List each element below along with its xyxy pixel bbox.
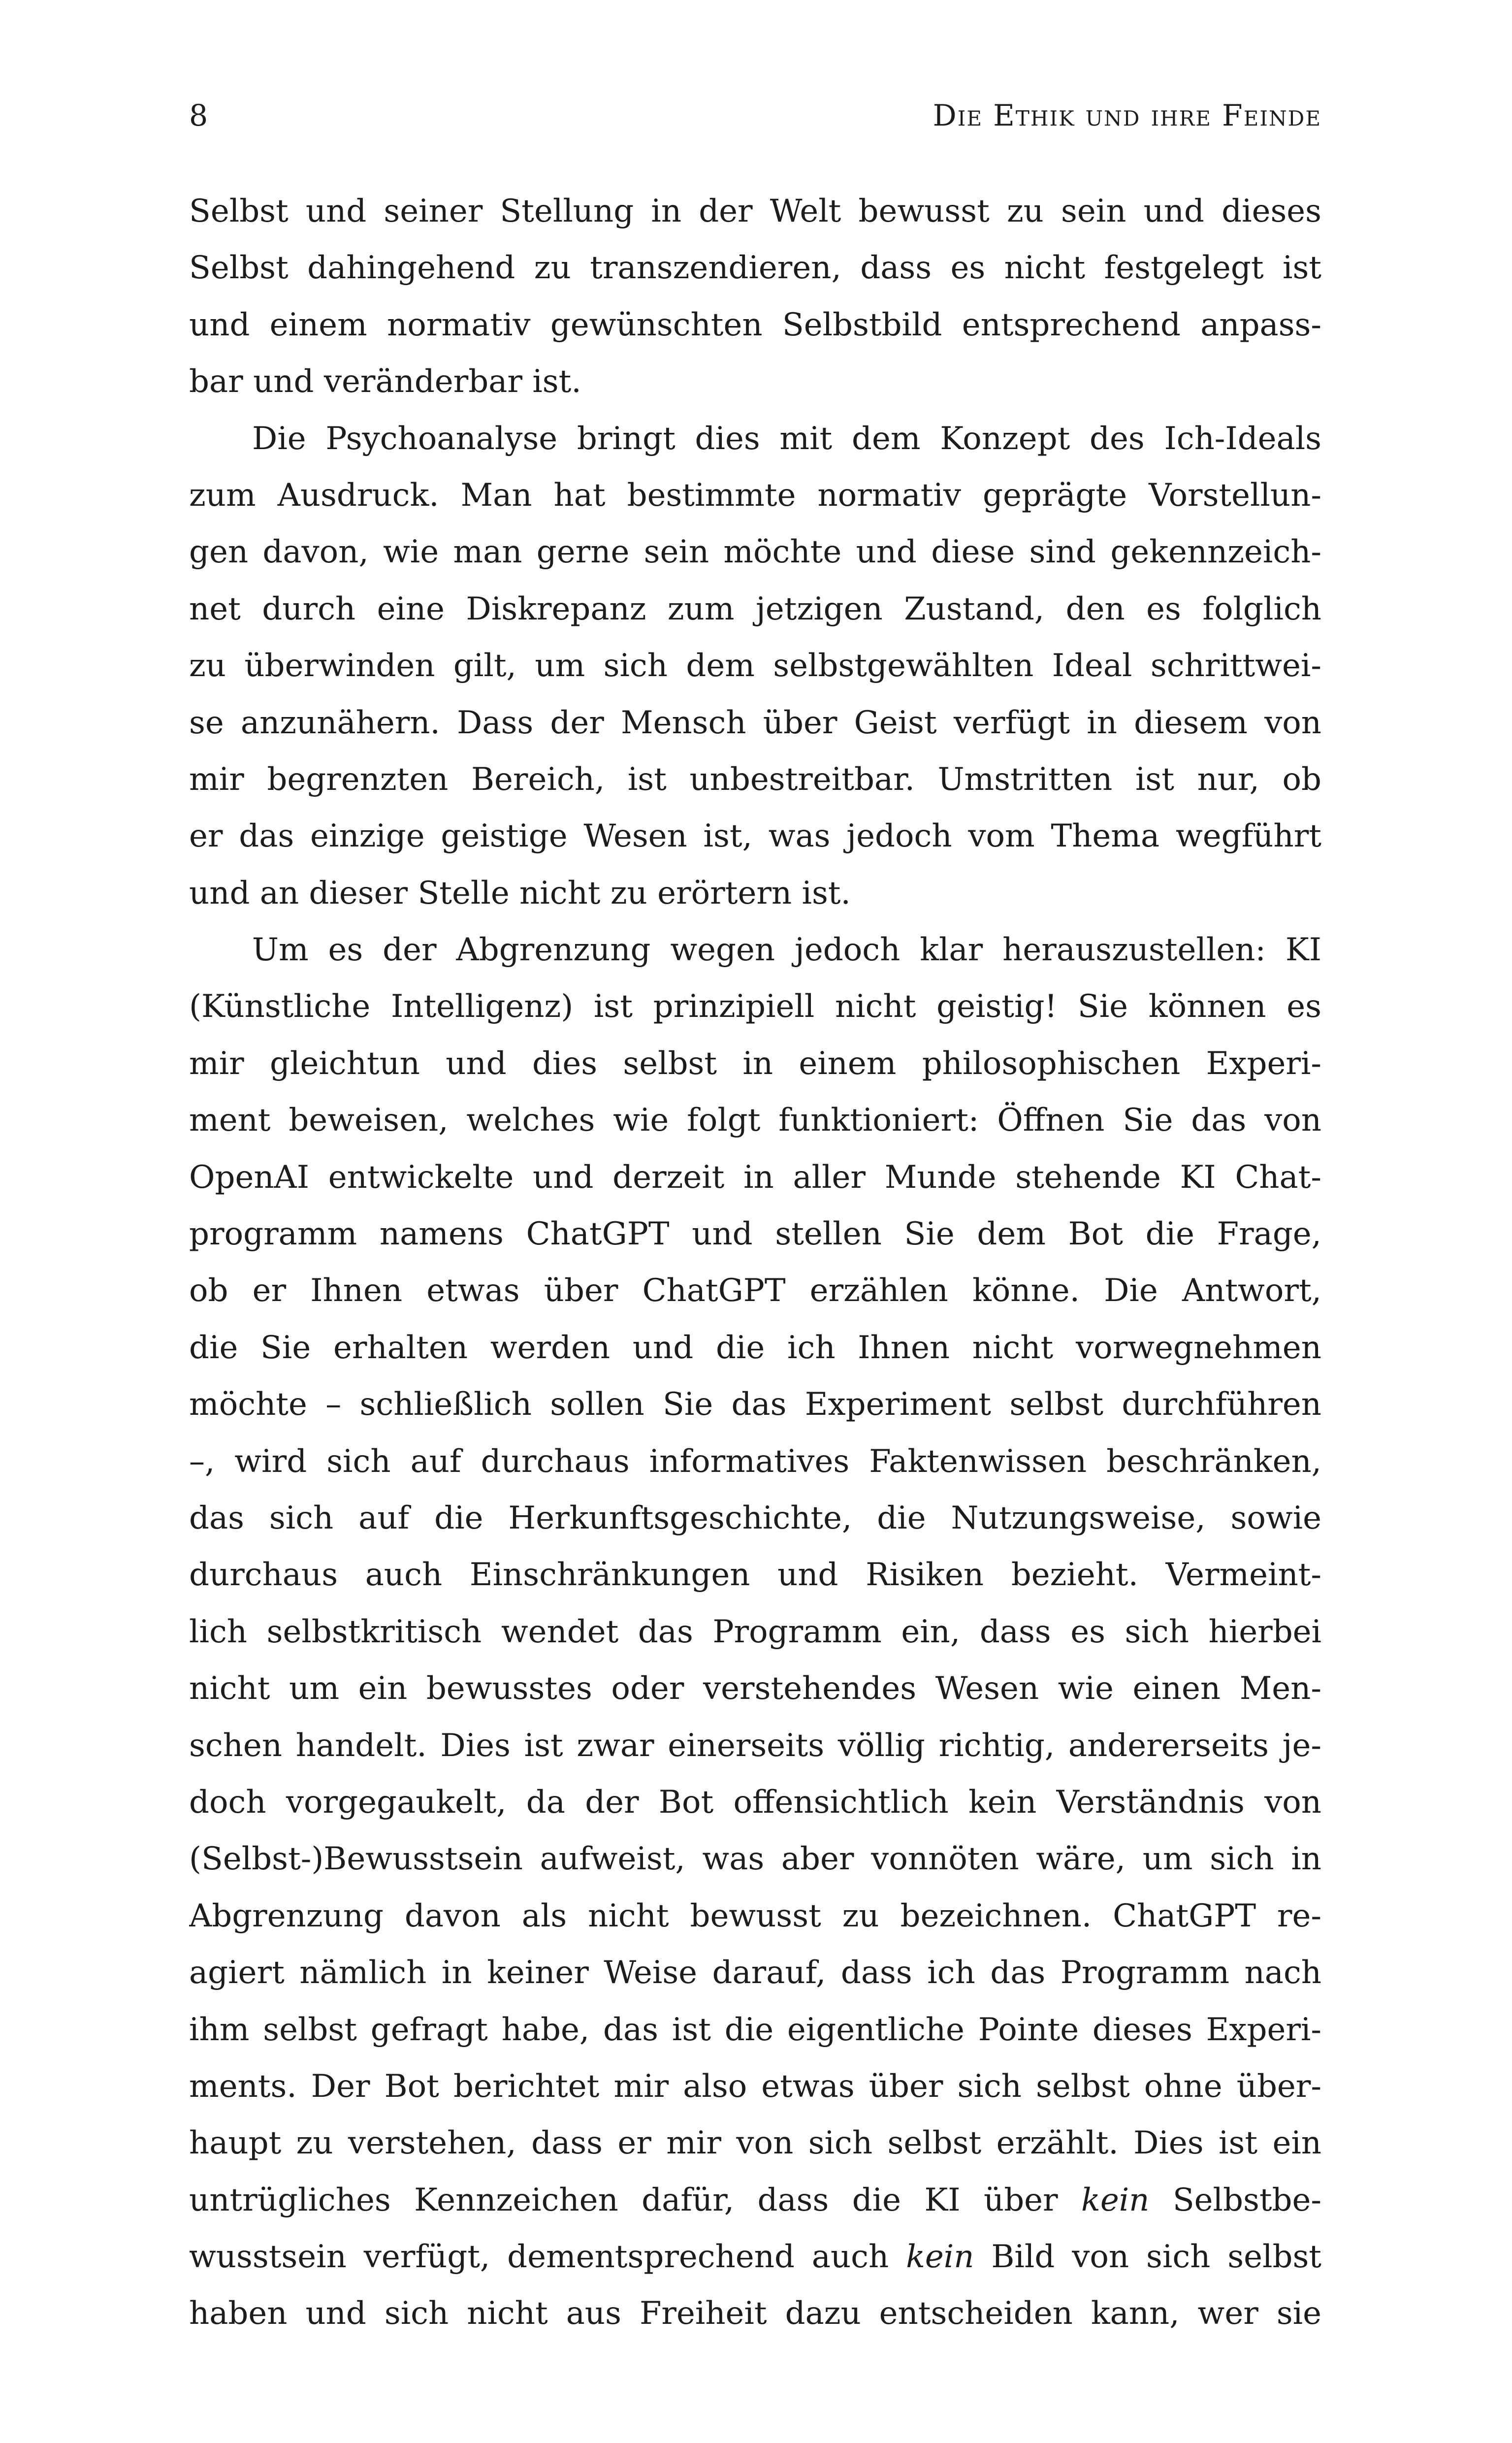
text-line: [189, 2229, 1321, 2285]
text-line: ments. Der Bot berichtet mir also etwas über sich selbst ohne über-: [189, 2068, 1321, 2105]
text-line: mir gleichtun und dies selbst in einem philosophischen Experi-: [189, 1045, 1321, 1082]
text-line: Um es der Abgrenzung wegen jedoch klar herauszustellen: KI: [252, 932, 1321, 969]
emphasis-word: kein: [906, 2239, 974, 2276]
text-line: Selbst dahingehend zu transzendieren, dass es nicht festgelegt ist: [189, 250, 1321, 287]
text-line: OpenAI entwickelte und derzeit in aller Munde stehende KI Chat-: [189, 1159, 1321, 1196]
text-line: ihm selbst gefragt habe, das ist die eigentliche Pointe dieses Experi-: [189, 2011, 1321, 2048]
text-line: –, wird sich auf durchaus informatives Faktenwissen beschränken,: [189, 1443, 1321, 1480]
text-line: agiert nämlich in keiner Weise darauf, dass ich das Programm nach: [189, 1954, 1321, 1991]
text-line: bar und veränderbar ist.: [189, 363, 581, 400]
text-line: zum Ausdruck. Man hat bestimmte normativ geprägte Vorstellun-: [189, 477, 1321, 514]
text-line: durchaus auch Einschränkungen und Risiken bezieht. Vermeint-: [189, 1557, 1321, 1594]
text-segment: Selbstbe-: [1149, 2182, 1321, 2218]
text-line: (Künstliche Intelligenz) ist prinzipiell nicht geistig! Sie können es: [189, 988, 1321, 1025]
text-line: und einem normativ gewünschten Selbstbild entsprechend anpass-: [189, 306, 1321, 343]
text-line: net durch eine Diskrepanz zum jetzigen Zustand, den es folglich: [189, 590, 1321, 627]
body-text: [189, 183, 1321, 2343]
text-line: möchte – schließlich sollen Sie das Experiment selbst durchführen: [189, 1386, 1321, 1423]
text-line: er das einzige geistige Wesen ist, was jedoch vom Thema wegführt: [189, 818, 1321, 855]
text-line: die Sie erhalten werden und die ich Ihnen nicht vorwegnehmen: [189, 1329, 1321, 1366]
text-line: Abgrenzung davon als nicht bewusst zu bezeichnen. ChatGPT re-: [189, 1897, 1321, 1934]
text-line: Selbst und seiner Stellung in der Welt bewusst zu sein und dieses: [189, 193, 1321, 229]
text-line: zu überwinden gilt, um sich dem selbstgewählten Ideal schrittwei-: [189, 648, 1321, 684]
text-line: haupt zu verstehen, dass er mir von sich selbst erzählt. Dies ist ein: [189, 2125, 1321, 2162]
text-line: gen davon, wie man gerne sein möchte und diese sind gekennzeich-: [189, 534, 1321, 571]
text-line: schen handelt. Dies ist zwar einerseits völlig richtig, andererseits je-: [189, 1727, 1321, 1764]
text-line: lich selbstkritisch wendet das Programm ein, dass es sich hierbei: [189, 1613, 1321, 1650]
text-line: das sich auf die Herkunftsgeschichte, die Nutzungsweise, sowie: [189, 1499, 1321, 1536]
text-segment: untrügliches Kennzeichen dafür, dass die KI über: [189, 2182, 1082, 2218]
text-line: nicht um ein bewusstes oder verstehendes Wesen wie einen Men-: [189, 1670, 1321, 1707]
text-segment: wusstsein verfügt, dementsprechend auch: [189, 2239, 906, 2276]
text-line: haben und sich nicht aus Freiheit dazu entscheiden kann, wer sie: [189, 2295, 1321, 2332]
running-head: [189, 94, 1321, 138]
text-line: und an dieser Stelle nicht zu erörtern ist.: [189, 875, 851, 912]
text-line: (Selbst-)Bewusstsein aufweist, was aber vonnöten wäre, um sich in: [189, 1841, 1321, 1878]
emphasis-word: kein: [1081, 2182, 1150, 2218]
text-segment: Bild von sich selbst: [974, 2239, 1321, 2276]
text-line: doch vorgegaukelt, da der Bot offensichtlich kein Verständnis von: [189, 1784, 1321, 1821]
text-line: mir begrenzten Bereich, ist unbestreitbar. Umstritten ist nur, ob: [189, 761, 1321, 798]
page-number: 8: [189, 98, 208, 133]
text-line: [189, 2172, 1321, 2229]
text-line: ment beweisen, welches wie folgt funktioniert: Öffnen Sie das von: [189, 1102, 1321, 1139]
text-line: programm namens ChatGPT und stellen Sie dem Bot die Frage,: [189, 1216, 1321, 1253]
text-line: se anzunähern. Dass der Mensch über Geist verfügt in diesem von: [189, 704, 1321, 741]
running-title: Die Ethik und ihre Feinde: [933, 98, 1321, 133]
text-line: Die Psychoanalyse bringt dies mit dem Konzept des Ich-Ideals: [252, 420, 1321, 457]
text-line: ob er Ihnen etwas über ChatGPT erzählen könne. Die Antwort,: [189, 1272, 1321, 1309]
